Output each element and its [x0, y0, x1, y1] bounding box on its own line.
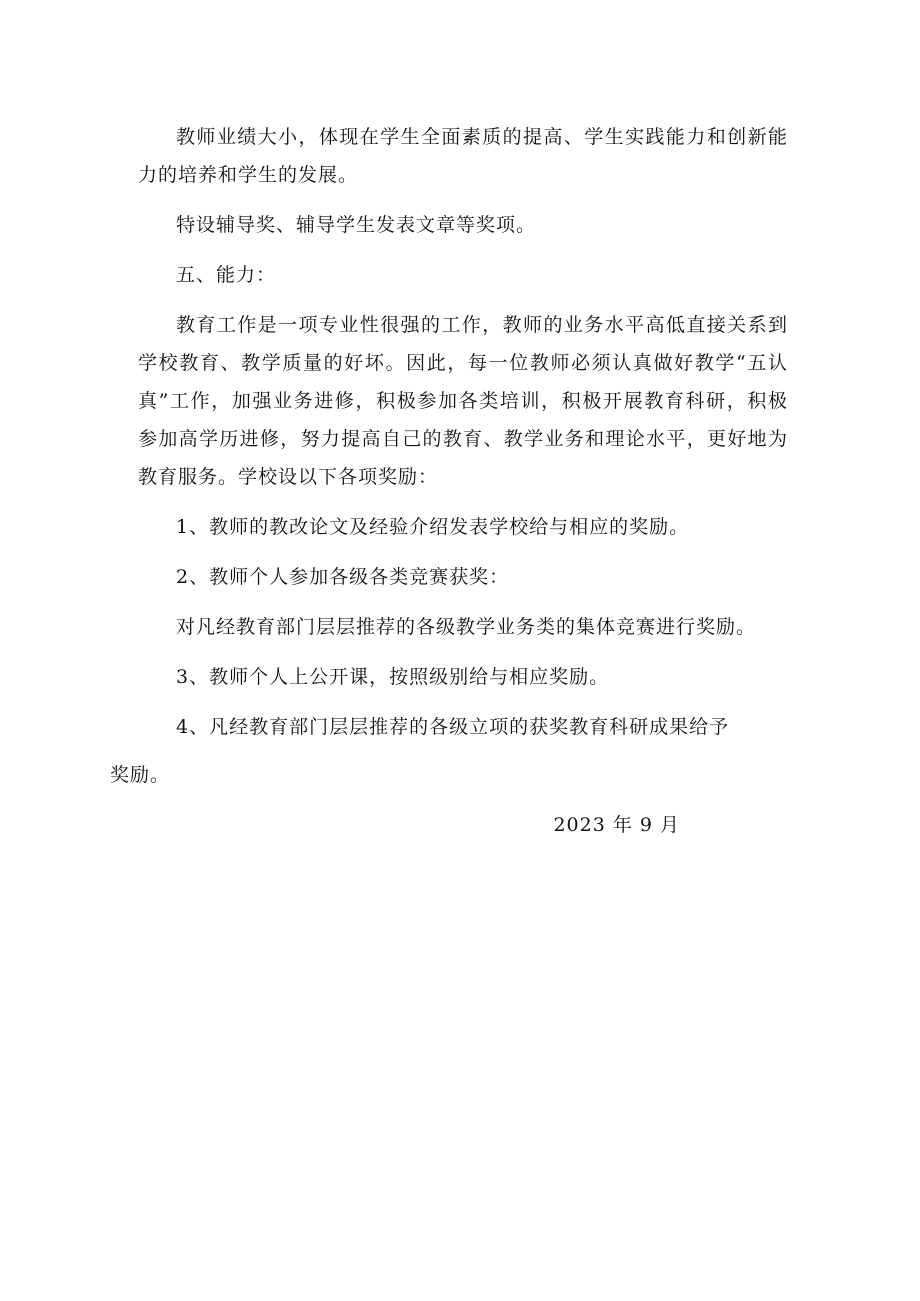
paragraph-collective-competition: 对凡经教育部门层层推荐的各级教学业务类的集体竞赛进行奖励。: [176, 616, 757, 638]
paragraph-ability-body: 教育工作是一项专业性很强的工作，教师的业务水平高低直接关系到学校教育、教学质量的好坏。因此，每一位教师必须认真做好教学“五认真”工作，加强业务进修，积极参加各类培训，积极开展教育科研，积极参加高学历进修，努力提高自己的教育、教学业务和理论水平，更好地为教育服务。学校设以下各项奖励：: [138, 314, 788, 488]
document-date: 2023 年 9 月: [553, 814, 680, 836]
document-page: [110, 118, 788, 844]
paragraph-special-awards: 特设辅导奖、辅导学生发表文章等奖项。: [176, 214, 537, 236]
list-item-3: 3、教师个人上公开课，按照级别给与相应奖励。: [176, 666, 610, 688]
list-item-2: 2、教师个人参加各级各类竞赛获奖：: [176, 566, 510, 588]
list-item-4-continuation: 奖励。: [110, 764, 171, 786]
list-item-1: 1、教师的教改论文及经验介绍发表学校给与相应的奖励。: [176, 516, 690, 538]
section-heading-ability: 五、能力：: [176, 264, 277, 286]
paragraph-achievement: 教师业绩大小，体现在学生全面素质的提高、学生实践能力和创新能力的培养和学生的发展。: [138, 126, 788, 186]
list-item-4: 4、凡经教育部门层层推荐的各级立项的获奖教育科研成果给予: [176, 716, 730, 738]
